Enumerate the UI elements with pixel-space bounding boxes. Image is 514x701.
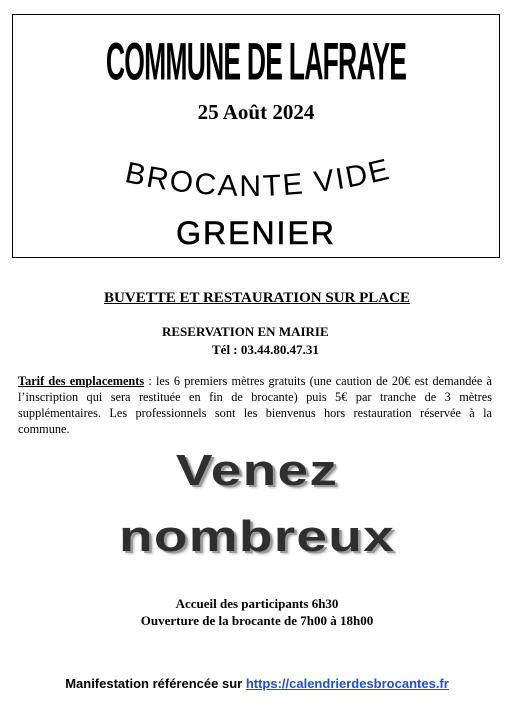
- footer-reference: [0, 676, 514, 691]
- event-date: 25 Août 2024: [197, 100, 315, 124]
- slogan-line-2: nombreux: [119, 512, 395, 561]
- tarif-text: : les 6 premiers mètres gratuits (une caution de 20€ est demandée à l’inscription qui sera restituée en fin de brocante) puis 5€ par tranche de 3 mètres supplémentaires. Les professionnels sont les bienvenus hors restauration réservée à la commune.: [18, 374, 492, 436]
- svg-text:BROCANTE VIDE: [122, 157, 394, 203]
- footer-prefix: Manifestation référencée sur: [65, 676, 246, 691]
- buvette-heading: BUVETTE ET RESTAURATION SUR PLACE: [104, 290, 410, 306]
- grenier-title: GRENIER: [176, 215, 336, 251]
- opening-hours: Ouverture de la brocante de 7h00 à 18h00: [140, 613, 374, 628]
- phone-text: Tél : 03.44.80.47.31: [212, 342, 319, 357]
- brocante-text: BROCANTE VIDE: [122, 157, 394, 204]
- slogan-line-1: Venez: [175, 446, 339, 495]
- accueil-time: Accueil des participants 6h30: [175, 596, 339, 611]
- commune-title: COMMUNE DE LAFRAYE: [105, 33, 407, 92]
- website-link[interactable]: https://calendrierdesbrocantes.fr: [245, 676, 449, 691]
- brocante-title: [13, 157, 499, 207]
- tarif-lead: Tarif des emplacements: [18, 374, 145, 388]
- title-frame: [12, 14, 500, 258]
- reservation-text: RESERVATION EN MAIRIE: [162, 324, 329, 339]
- tarif-paragraph: [18, 373, 492, 437]
